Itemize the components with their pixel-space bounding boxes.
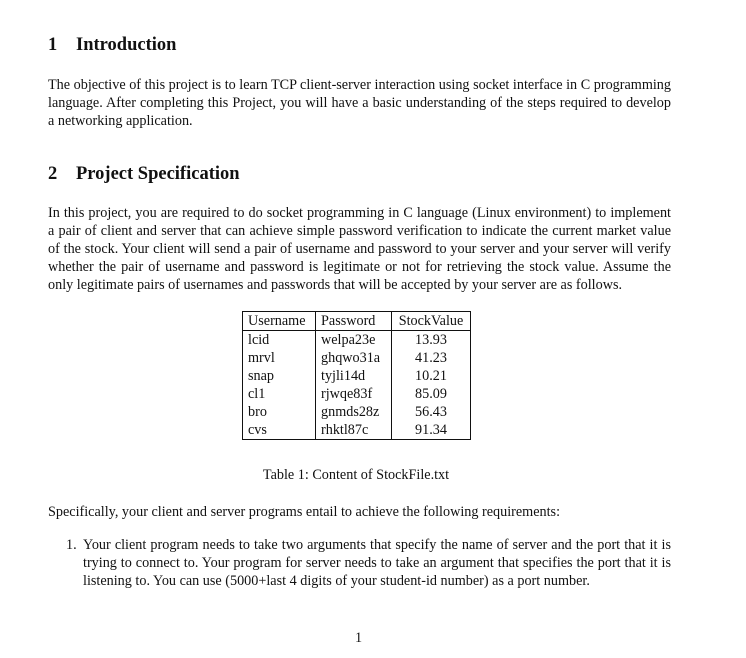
cell-password: rhktl87c [316,421,392,440]
requirements-intro: Specifically, your client and server programs entail to achieve the following requirements: [48,504,561,521]
column-header-username: Username [243,312,316,331]
cell-username: bro [243,403,316,421]
table-row [243,367,471,385]
cell-password: gnmds28z [316,403,392,421]
cell-username: cvs [243,421,316,440]
requirements-list [66,536,671,590]
list-marker: 1. [66,537,77,553]
list-item [66,536,671,590]
stock-table [242,311,471,440]
cell-stockvalue: 85.09 [392,385,471,403]
section-number: 1 [48,35,58,55]
column-header-stockvalue: StockValue [392,312,471,331]
page-number: 1 [355,630,363,646]
section-heading-project-specification [48,164,240,185]
cell-stockvalue: 91.34 [392,421,471,440]
cell-password: ghqwo31a [316,349,392,367]
column-header-password: Password [316,312,392,331]
table-row [243,421,471,440]
cell-username: snap [243,367,316,385]
section-heading-introduction [48,35,176,56]
table-row [243,331,471,350]
cell-username: mrvl [243,349,316,367]
table-caption: Table 1: Content of StockFile.txt [262,467,450,483]
list-item-text: Your client program needs to take two arguments that specify the name of server and the port that it is trying to connect to. Your program for server needs to take an argument that specifies the port that it is listening to. You can use (5000+last 4 digits of your student-id number) as a port number. [83,537,671,589]
cell-password: welpa23e [316,331,392,350]
section-title: Introduction [76,35,177,55]
cell-username: lcid [243,331,316,350]
table-row [243,403,471,421]
cell-stockvalue: 41.23 [392,349,471,367]
cell-stockvalue: 10.21 [392,367,471,385]
table-row [243,385,471,403]
introduction-paragraph: The objective of this project is to learn TCP client-server interaction using socket interface in C programming language. After completing this Project, you will have a basic understanding of the steps required to develop a networking application. [48,77,671,130]
cell-password: tyjli14d [316,367,392,385]
cell-password: rjwqe83f [316,385,392,403]
table-row [243,349,471,367]
section-title: Project Specification [76,164,240,184]
table-header-row [243,312,471,331]
specification-paragraph: In this project, you are required to do socket programming in C language (Linux environment) to implement a pair of client and server that can achieve simple password verification to indicate the current market value of the stock. Your client will send a pair of username and password to your server and your server will verify whether the pair of username and password is legitimate or not for retrieving the stock value. Assume the only legitimate pairs of usernames and passwords that will be accepted by your server are as follows. [48,205,671,294]
section-number: 2 [48,164,58,184]
cell-stockvalue: 13.93 [392,331,471,350]
cell-username: cl1 [243,385,316,403]
cell-stockvalue: 56.43 [392,403,471,421]
